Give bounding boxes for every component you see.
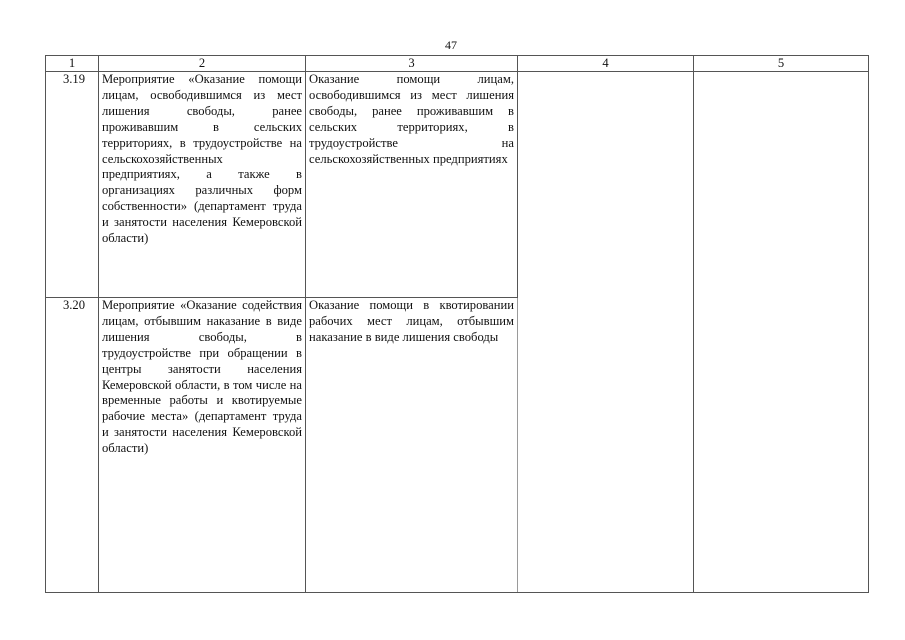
header-col-2: 2 — [99, 56, 306, 72]
header-col-5: 5 — [694, 56, 869, 72]
col-5-cell — [694, 72, 869, 593]
measure-text: Мероприятие «Оказание помощи лицам, освободившимся из мест лишения свободы, ранее проживавшим в сельских территориях, в трудоустройстве на сельскохозяйственных предприятиях, а также в организациях различных форм собственности» (департамент труда и занятости населения Кемеровской области) — [102, 72, 302, 246]
row-number: 3.19 — [46, 72, 99, 298]
measure-content — [306, 298, 518, 593]
measure-content — [306, 72, 518, 298]
header-col-4: 4 — [518, 56, 694, 72]
col-4-cell — [518, 72, 694, 593]
measure-description — [99, 298, 306, 593]
measure-description — [99, 72, 306, 298]
content-text: Оказание помощи лицам, освободившимся из мест лишения свободы, ранее проживавшим в сельских территориях, в трудоустройстве на сельскохозяйственных предприятиях — [309, 72, 514, 166]
header-col-3: 3 — [306, 56, 518, 72]
header-col-1: 1 — [46, 56, 99, 72]
content-text: Оказание помощи в квотировании рабочих мест лицам, отбывшим наказание в виде лишения свободы — [309, 298, 514, 344]
table-row — [46, 72, 869, 298]
page-number: 47 — [445, 38, 457, 52]
measures-table — [45, 55, 869, 593]
header-row — [46, 56, 869, 72]
measure-text: Мероприятие «Оказание содействия лицам, отбывшим наказание в виде лишения свободы, в трудоустройстве при обращении в центры занятости населения Кемеровской области, в том числе на временные работы и квотируемые рабочие места» (департамент труда и занятости населения Кемеровской области) — [102, 298, 302, 456]
row-number: 3.20 — [46, 298, 99, 593]
